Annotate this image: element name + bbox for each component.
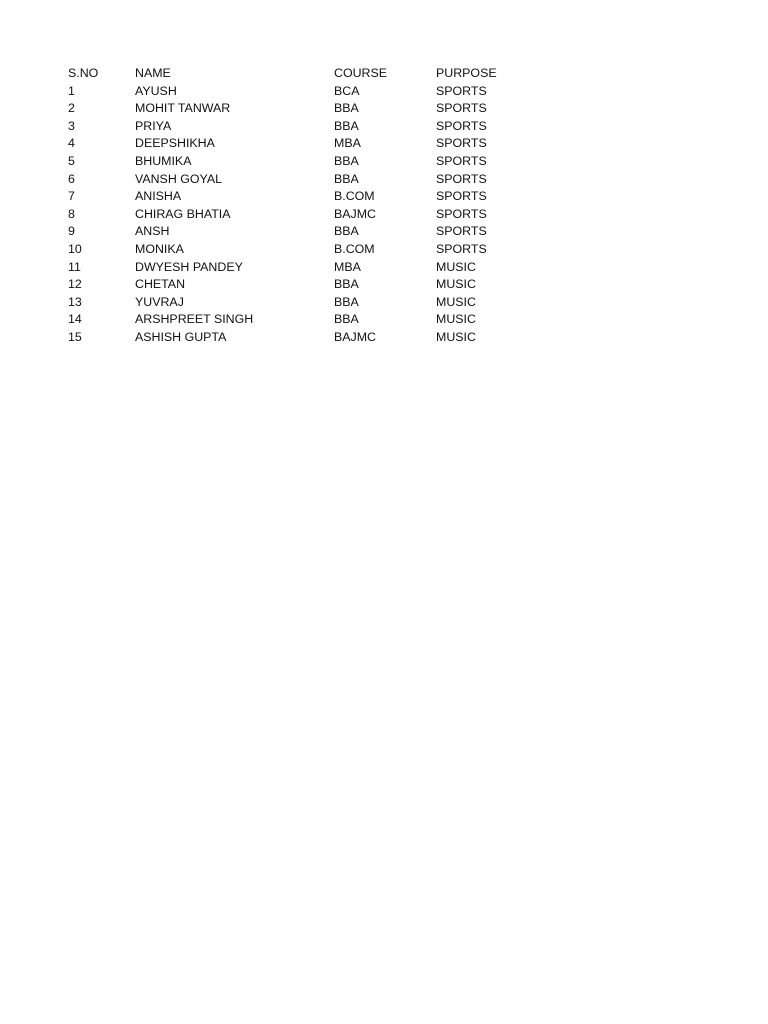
table-row: [68, 100, 526, 118]
cell-purpose: SPORTS: [436, 224, 487, 239]
cell-purpose: SPORTS: [436, 118, 487, 133]
cell-sno: 7: [68, 189, 75, 204]
table-row: [68, 329, 526, 347]
cell-name: MONIKA: [135, 241, 184, 256]
cell-name: ASHISH GUPTA: [135, 329, 227, 344]
cell-course: BCA: [334, 83, 360, 98]
cell-purpose: MUSIC: [436, 312, 476, 327]
cell-sno: 13: [68, 294, 82, 309]
cell-name: DWYESH PANDEY: [135, 259, 243, 274]
cell-sno: 14: [68, 312, 82, 327]
table-row: [68, 153, 526, 171]
table-row: [68, 188, 526, 206]
cell-course: MBA: [334, 136, 361, 151]
table-row: [68, 83, 526, 101]
cell-purpose: MUSIC: [436, 277, 476, 292]
cell-course: BBA: [334, 294, 359, 309]
cell-purpose: SPORTS: [436, 83, 487, 98]
cell-course: BBA: [334, 118, 359, 133]
cell-sno: 3: [68, 118, 75, 133]
cell-name: MOHIT TANWAR: [135, 101, 231, 116]
cell-sno: 10: [68, 241, 82, 256]
cell-purpose: SPORTS: [436, 171, 487, 186]
cell-course: BBA: [334, 153, 359, 168]
cell-name: ANSH: [135, 224, 170, 239]
cell-sno: 4: [68, 136, 75, 151]
cell-sno: 15: [68, 329, 82, 344]
cell-sno: 9: [68, 224, 75, 239]
table-row: [68, 294, 526, 312]
table-row: [68, 311, 526, 329]
table-row: [68, 241, 526, 259]
cell-sno: 12: [68, 277, 82, 292]
cell-sno: 6: [68, 171, 75, 186]
table-row: [68, 259, 526, 277]
cell-purpose: SPORTS: [436, 189, 487, 204]
cell-course: BBA: [334, 171, 359, 186]
cell-name: DEEPSHIKHA: [135, 136, 215, 151]
cell-sno: 11: [68, 259, 81, 274]
cell-purpose: MUSIC: [436, 329, 476, 344]
header-sno: S.NO: [68, 66, 99, 80]
cell-course: BAJMC: [334, 206, 376, 221]
table-row: [68, 118, 526, 136]
cell-purpose: MUSIC: [436, 259, 476, 274]
cell-course: BBA: [334, 101, 359, 116]
header-row: [68, 65, 526, 83]
cell-name: VANSH GOYAL: [135, 171, 222, 186]
cell-name: AYUSH: [135, 83, 177, 98]
cell-name: CHETAN: [135, 277, 186, 292]
cell-sno: 8: [68, 206, 75, 221]
cell-purpose: SPORTS: [436, 206, 487, 221]
table-row: [68, 206, 526, 224]
cell-name: BHUMIKA: [135, 153, 192, 168]
cell-course: BBA: [334, 277, 359, 292]
table-row: [68, 223, 526, 241]
table-row: [68, 171, 526, 189]
cell-sno: 1: [68, 83, 75, 98]
cell-course: BAJMC: [334, 329, 376, 344]
cell-purpose: SPORTS: [436, 241, 487, 256]
cell-sno: 5: [68, 153, 75, 168]
header-purpose: PURPOSE: [436, 66, 497, 80]
cell-course: B.COM: [334, 241, 375, 256]
cell-purpose: SPORTS: [436, 101, 487, 116]
cell-course: BBA: [334, 312, 359, 327]
table-body: [68, 83, 526, 347]
table-row: [68, 135, 526, 153]
table-header: [68, 65, 526, 83]
cell-name: CHIRAG BHATIA: [135, 206, 231, 221]
table-row: [68, 276, 526, 294]
student-table: [68, 65, 526, 347]
cell-sno: 2: [68, 101, 75, 116]
cell-name: ANISHA: [135, 189, 182, 204]
cell-purpose: SPORTS: [436, 153, 487, 168]
cell-course: B.COM: [334, 189, 375, 204]
header-name: NAME: [135, 66, 171, 80]
header-course: COURSE: [334, 66, 388, 80]
cell-course: MBA: [334, 259, 361, 274]
cell-course: BBA: [334, 224, 359, 239]
cell-purpose: SPORTS: [436, 136, 487, 151]
cell-name: YUVRAJ: [135, 294, 184, 309]
cell-name: PRIYA: [135, 118, 172, 133]
cell-name: ARSHPREET SINGH: [135, 312, 254, 327]
cell-purpose: MUSIC: [436, 294, 476, 309]
